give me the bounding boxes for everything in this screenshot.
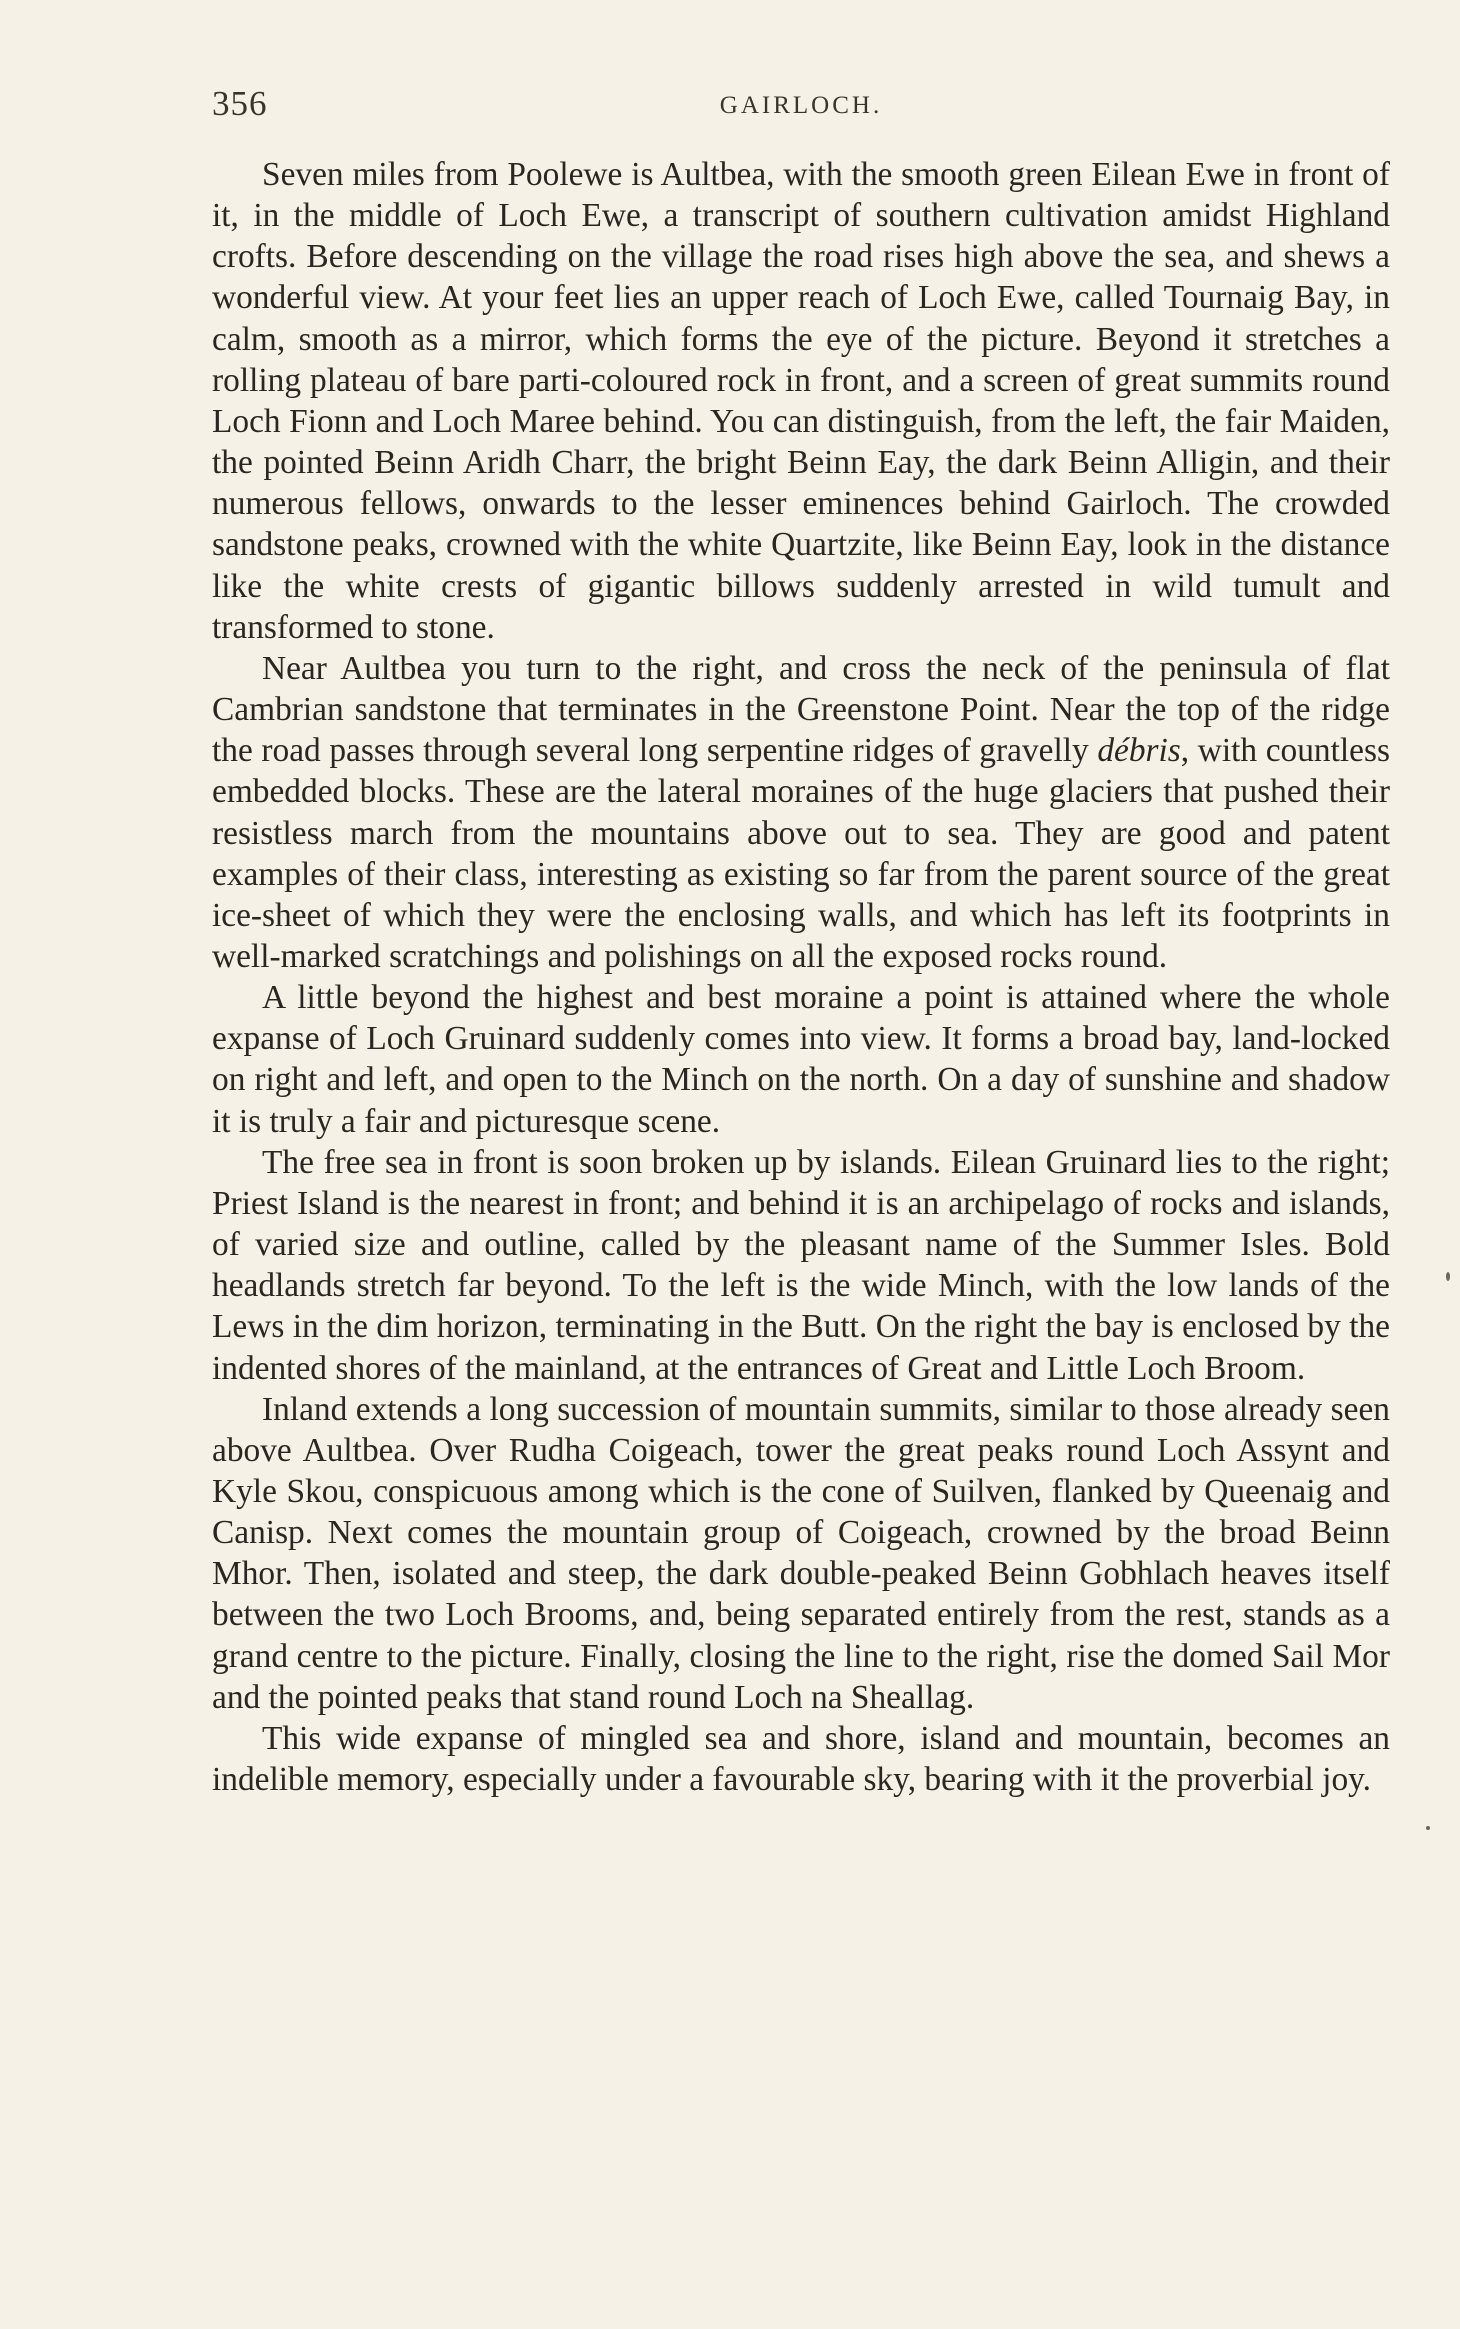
paragraph: [212, 1142, 1390, 1389]
paragraph-text: Seven miles from Poolewe is Aultbea, with the smooth green Eilean Ewe in front of it, in the middle of Loch Ewe, a transcript of southern cultivation amidst Highland crofts. Before descending on the village the road rises high above the sea, and shews a wonderful view. At your feet lies an upper reach of Loch Ewe, called Tournaig Bay, in calm, smooth as a mirror, which forms the eye of the picture. Beyond it stretches a rolling plateau of bare parti-coloured rock in front, and a screen of great summits round Loch Fionn and Loch Maree behind. You can distinguish, from the left, the fair Maiden, the pointed Beinn Aridh Charr, the bright Beinn Eay, the dark Beinn Alligin, and their numerous fellows, onwards to the lesser eminences behind Gairloch. The crowded sandstone peaks, crowned with the white Quartzite, like Beinn Eay, look in the distance like the white crests of gigantic billows suddenly arrested in wild tumult and transformed to stone.: [212, 156, 1390, 646]
paragraph-text: This wide expanse of mingled sea and shore, island and mountain, becomes an indelible memory, especially under a favourable sky, bearing with it the proverbial joy.: [212, 1719, 1390, 1799]
paragraph-text: A little beyond the highest and best moraine a point is attained where the whole expanse of Loch Gruinard suddenly comes into view. It forms a broad bay, land-locked on right and left, and open to the Minch on the north. On a day of sunshine and shadow it is truly a fair and picturesque scene.: [212, 979, 1390, 1140]
paragraph: [212, 1718, 1390, 1800]
page-number: 356: [212, 84, 268, 123]
paper-speck: [1446, 1272, 1450, 1281]
paragraph: [212, 154, 1390, 648]
running-head: [212, 84, 1390, 124]
paragraph-text: Near Aultbea you turn to the right, and cross the neck of the peninsula of flat Cambrian sandstone that terminates in the Greenstone Point. Near the top of the ridge the road passes through several long serpentine ridges of gravelly: [212, 649, 1390, 770]
paper-speck: [1426, 1826, 1430, 1830]
paragraph: [212, 1389, 1390, 1718]
body-text: [212, 154, 1390, 1800]
paragraph: [212, 648, 1390, 977]
paragraph-text: Inland extends a long succession of mountain summits, similar to those already seen above Aultbea. Over Rudha Coigeach, tower the great peaks round Loch Assynt and Kyle Skou, conspicuous among which is the cone of Suilven, flanked by Queenaig and Canisp. Next comes the mountain group of Coigeach, crowned by the broad Beinn Mhor. Then, isolated and steep, the dark double-peaked Beinn Gobhlach heaves itself between the two Loch Brooms, and, being separated entirely from the rest, stands as a grand centre to the picture. Finally, closing the line to the right, rise the domed Sail Mor and the pointed peaks that stand round Loch na Sheallag.: [212, 1390, 1390, 1716]
running-title: GAIRLOCH.: [719, 92, 883, 119]
paragraph-text: The free sea in front is soon broken up by islands. Eilean Gruinard lies to the right; Priest Island is the nearest in front; and behind it is an archipelago of rocks and islands, of varied size and outline, called by the pleasant name of the Summer Isles. Bold headlands stretch far beyond. To the left is the wide Minch, with the low lands of the Lews in the dim horizon, terminating in the Butt. On the right the bay is enclosed by the indented shores of the mainland, at the entrances of Great and Little Loch Broom.: [212, 1143, 1390, 1387]
italic-term: débris: [1097, 732, 1181, 770]
paragraph-text-continued: , with countless embedded blocks. These are the lateral moraines of the huge glaciers that pushed their resistless march from the mountains above out to sea. They are good and patent examples of their class, interesting as existing so far from the parent source of the great ice-sheet of which they were the enclosing walls, and which has left its footprints in well-marked scratchings and polishings on all the exposed rocks round.: [212, 732, 1390, 975]
paragraph: [212, 977, 1390, 1142]
